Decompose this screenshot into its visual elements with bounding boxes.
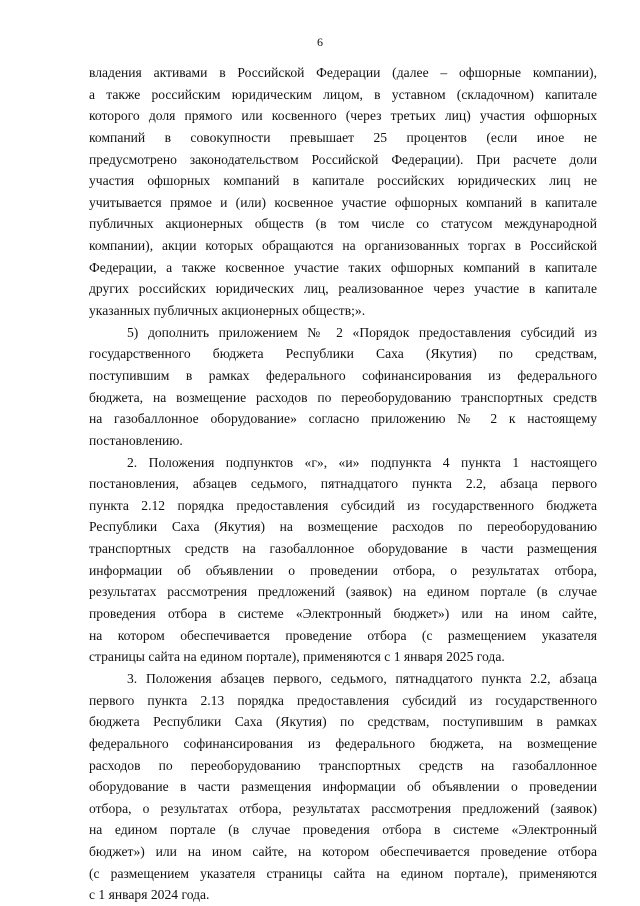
text-line: информации об объявлении о проведении отбора, о результатах отбора,: [89, 562, 597, 578]
text-line: владения активами в Российской Федерации (далее – офшорные компании),: [89, 65, 597, 80]
document-body: [89, 62, 597, 906]
text-line: а также российским юридическим лицом, в уставном (складочном) капитале: [89, 86, 597, 102]
text-line: предусмотрено законодательством Российской Федерации). При расчете доли: [89, 151, 597, 167]
text-line: на газобаллонное оборудование» согласно приложению № 2 к настоящему: [89, 411, 597, 427]
text-line: бюджета Республики Саха (Якутия) по средствам, поступившим в рамках: [89, 714, 597, 730]
text-line: страницы сайта на едином портале), применяются с 1 января 2025 года.: [89, 649, 505, 665]
text-line: компании), акции которых обращаются на организованных торгах в Российской: [89, 238, 597, 254]
text-line: оборудование в части размещения информации об объявлении о проведении: [89, 779, 597, 795]
text-line: постановления, абзацев седьмого, пятнадцатого пункта 2.2, абзаца первого: [89, 476, 597, 492]
text-line: проведения отбора в системе «Электронный бюджет») или на ином сайте,: [89, 606, 597, 622]
text-line: транспортных средств на газобаллонное оборудование в части размещения: [89, 541, 597, 557]
text-line: указанных публичных акционерных обществ;».: [89, 303, 366, 319]
text-line: результатах рассмотрения предложений (заявок) на едином портале (в случае: [89, 584, 597, 600]
text-line: Республики Саха (Якутия) на возмещение расходов по переоборудованию: [89, 519, 597, 535]
text-line: пункта 2.12 порядка предоставления субсидий из государственного бюджета: [89, 497, 597, 513]
text-line: участия офшорных компаний в капитале российских юридических лиц не: [89, 173, 597, 189]
text-line: расходов по переоборудованию транспортных средств на газобаллонное: [89, 757, 597, 773]
text-line: учитывается прямое и (или) косвенное участие офшорных компаний в капитале: [89, 194, 597, 210]
page-number: 6: [317, 35, 323, 49]
text-line: поступившим в рамках федерального софинансирования из федерального: [89, 367, 597, 383]
text-line: постановлению.: [89, 432, 183, 448]
text-line: на едином портале (в случае проведения отбора в системе «Электронный: [89, 822, 597, 838]
text-line: других российских юридических лиц, реализованное через участие в капитале: [89, 281, 597, 297]
text-line: которого доля прямого или косвенного (через третьих лиц) участия офшорных: [89, 108, 597, 124]
text-line: 3. Положения абзацев первого, седьмого, пятнадцатого пункта 2.2, абзаца: [127, 670, 597, 686]
text-line: публичных акционерных обществ (в том числе со статусом международной: [89, 216, 597, 232]
text-line: государственного бюджета Республики Саха (Якутия) по средствам,: [89, 346, 597, 362]
text-line: бюджет») или на ином сайте, на котором обеспечивается проведение отбора: [89, 844, 597, 860]
text-line: с 1 января 2024 года.: [89, 887, 210, 903]
text-line: компаний в совокупности превышает 25 процентов (если иное не: [89, 129, 597, 145]
text-line: 5) дополнить приложением № 2 «Порядок предоставления субсидий из: [127, 324, 597, 340]
text-line: бюджета, на возмещение расходов по переоборудованию транспортных средств: [89, 389, 597, 405]
text-line: федерального софинансирования из федерального бюджета, на возмещение: [89, 735, 597, 751]
text-line: первого пункта 2.13 порядка предоставления субсидий из государственного: [89, 692, 597, 708]
text-line: 2. Положения подпунктов «г», «и» подпункта 4 пункта 1 настоящего: [127, 454, 597, 470]
text-line: (с размещением указателя страницы сайта на едином портале), применяются: [89, 865, 597, 881]
text-line: на котором обеспечивается проведение отбора (с размещением указателя: [89, 627, 597, 643]
text-line: отбора, о результатах отбора, результатах рассмотрения предложений (заявок): [89, 800, 597, 816]
text-line: Федерации, а также косвенное участие таких офшорных компаний в капитале: [89, 259, 597, 275]
